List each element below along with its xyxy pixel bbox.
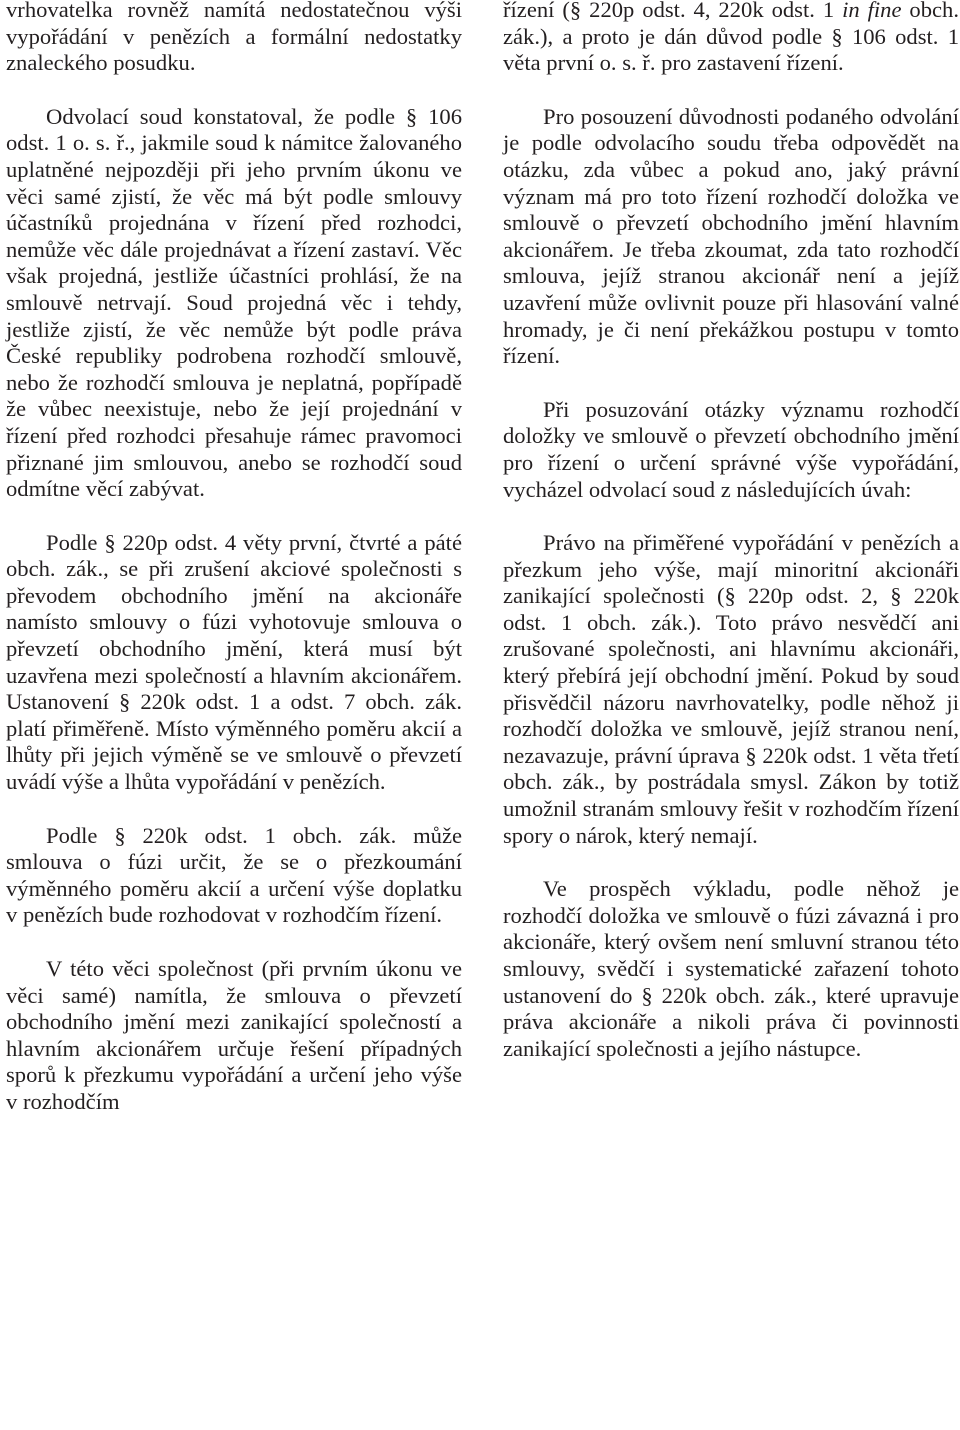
paragraph: vrhovatelka rovněž namítá nedostatečnou výši vypořádání v penězích a formální nedostatky znaleckého posudku. (6, 0, 462, 76)
paragraph-text: řízení (§ 220p odst. 4, 220k odst. 1 (503, 0, 843, 22)
left-column (6, 0, 462, 1116)
paragraph: Ve prospěch výkladu, podle něhož je rozhodčí doložka ve smlouvě o fúzi závazná i pro akcionáře, který ovšem není smluvní stranou této smlouvy, svědčí i systematické zařazení tohoto ustanovení do § 220k obch. zák., které upravuje práva akcionáře a nikoli práva či povinnosti zanikající společnosti a jejího nástupce. (503, 876, 959, 1061)
paragraph: Při posuzování otázky významu rozhodčí doložky ve smlouvě o převzetí obchodního jmění pro řízení o určení správné výše vypořádání, vycházel odvolací soud z následujících úvah: (503, 396, 959, 502)
paragraph: Podle § 220k odst. 1 obch. zák. může smlouva o fúzi určit, že se o přezkoumání výměnného poměru akcií a určení výše doplatku v penězích bude rozhodovat v rozhodčím řízení. (6, 822, 462, 928)
italic-phrase: in fine (842, 0, 902, 22)
paragraph: Pro posouzení důvodnosti podaného odvolání je podle odvolacího soudu třeba odpovědět na otázku, zda vůbec a pokud ano, jaký právní význam má pro toto řízení rozhodčí doložka ve smlouvě o převzetí obchodního jmění hlavním akcionářem. Je třeba zkoumat, zda tato rozhodčí smlouva, jejíž stranou akcionář není a jejíž uzavření může ovlivnit pouze při hlasování valné hromady, je či není překážkou postupu v tomto řízení. (503, 103, 959, 369)
paragraph: Odvolací soud konstatoval, že podle § 106 odst. 1 o. s. ř., jakmile soud k námitce žalovaného uplatněné nejpozději při jeho prvním úkonu ve věci samé zjistí, že věc má být podle smlouvy účastníků projednána v řízení před rozhodci, nemůže věc dále projednávat a řízení zastaví. Věc však projedná, jestliže účastníci prohlásí, že na smlouvě netrvají. Soud projedná věc i tehdy, jestliže zjistí, že věc nemůže být podle práva České republiky podrobena rozhodčí smlouvě, nebo že rozhodčí smlouva je neplatná, popřípadě že vůbec neexistuje, nebo že její projednání v řízení před rozhodci přesahuje rámec pravomoci přiznané jim smlouvou, anebo se rozhodčí soud odmítne věcí zabývat. (6, 103, 462, 502)
paragraph: Podle § 220p odst. 4 věty první, čtvrté a páté obch. zák., se při zrušení akciové společnosti s převodem obchodního jmění na akcionáře namísto smlouvy o fúzi vyhotovuje smlouva o převzetí obchodního jmění, která musí být uzavřena mezi společností a hlavním akcionářem. Ustanovení § 220k odst. 1 a odst. 7 obch. zák. platí přiměřeně. Místo výměnného poměru akcií a lhůty při jejich výměně se ve smlouvě o převzetí uvádí výše a lhůta vypořádání v penězích. (6, 529, 462, 795)
paragraph (503, 0, 959, 77)
paragraph: Právo na přiměřené vypořádání v penězích a přezkum jeho výše, mají minoritní akcionáři zanikající společnosti (§ 220p odst. 2, § 220k odst. 1 obch. zák.). Toto právo nesvědčí ani zrušované společnosti, ani hlavnímu akcionáři, který přebírá její obchodní jmění. Pokud by soud přisvědčil názoru navrhovatelky, podle něhož ji rozhodčí doložka ve smlouvě, jejíž stranou není, nezavazuje, právní úprava § 220k odst. 1 věta třetí obch. zák., by postrádala smysl. Zákon by totiž umožnil stranám smlouvy řešit v rozhodčím řízení spory o nárok, který nemají. (503, 530, 959, 848)
right-column (503, 0, 959, 1062)
paragraph: V této věci společnost (při prvním úkonu ve věci samé) namítla, že smlouva o převzetí obchodního jmění mezi zanikající společností a hlavním akcionářem určuje řešení případných sporů k přezkumu vypořádání a určení jeho výše v rozhodčím (6, 956, 462, 1114)
paragraph-text: obch. zák.), a proto je dán důvod podle § 106 odst. 1 věta první o. s. ř. pro zastavení řízení. (503, 0, 959, 76)
